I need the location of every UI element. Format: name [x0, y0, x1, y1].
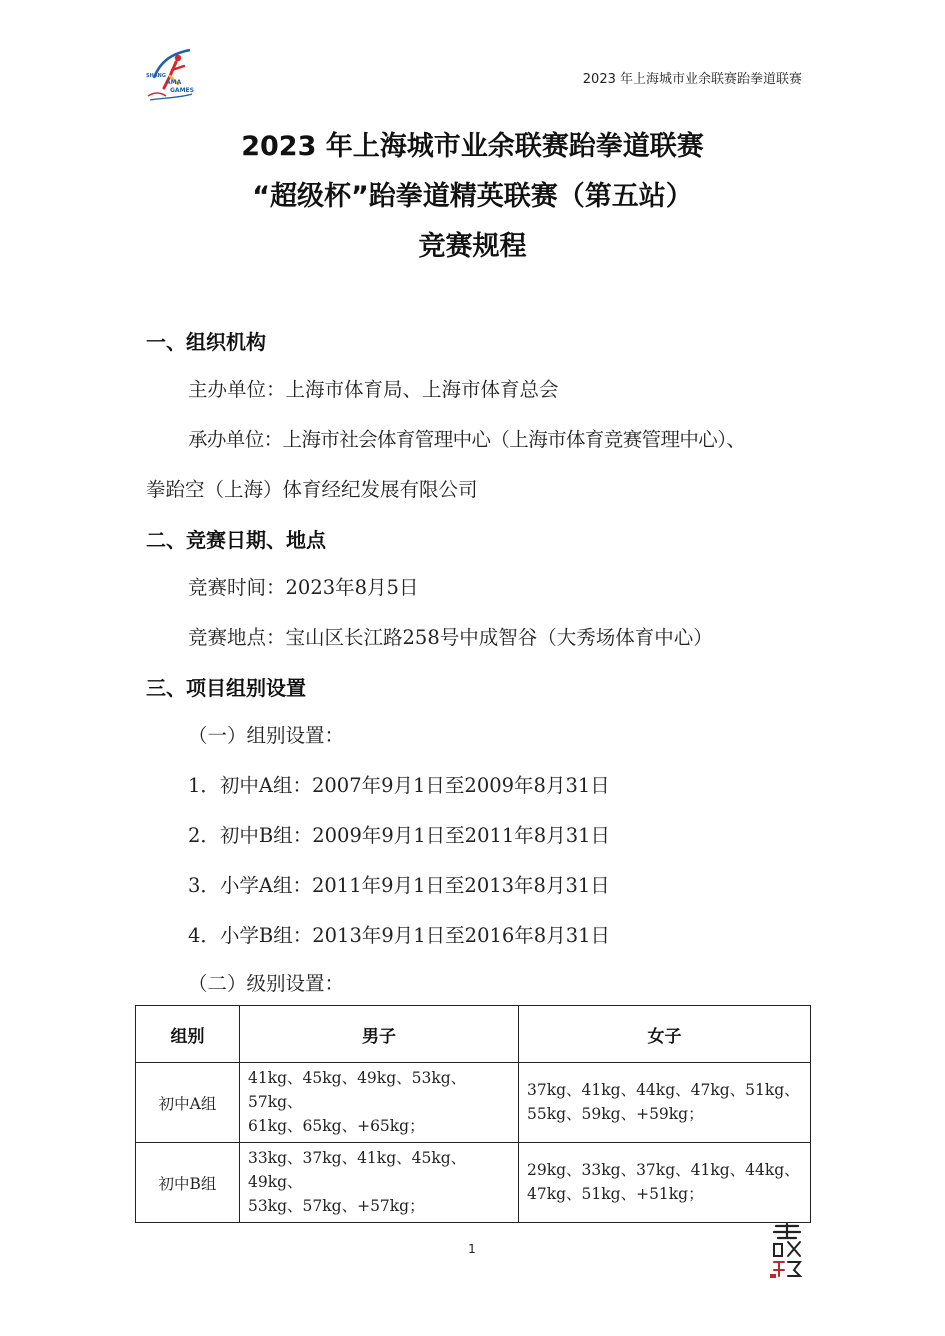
weights-line: 61kg、65kg、+65kg；	[248, 1117, 425, 1135]
female-weights-cell	[519, 1143, 811, 1223]
table-row	[136, 1063, 811, 1143]
weight-class-table	[135, 1005, 811, 1223]
table-row	[136, 1143, 811, 1223]
weights-line: 29kg、33kg、37kg、41kg、44kg、	[527, 1161, 800, 1179]
doc-title-line2: “超级杯”跆拳道精英联赛（第五站）	[252, 181, 693, 212]
weights-line: 41kg、45kg、49kg、53kg、57kg、	[248, 1069, 467, 1111]
group-cell: 初中A组	[136, 1063, 240, 1143]
section-heading-groups: 三、项目组别设置	[146, 676, 306, 700]
group-item: 3．小学A组：2011年9月1日至2013年8月31日	[188, 874, 610, 897]
organizer-line1: 承办单位：上海市社会体育管理中心（上海市体育竞赛管理中心）、	[188, 428, 746, 451]
running-header: 2023 年上海城市业余联赛跆拳道联赛	[582, 72, 802, 87]
weights-line: 53kg、57kg、+57kg；	[248, 1197, 425, 1215]
subheading-weight-classes: （二）级别设置：	[188, 972, 345, 995]
doc-title-line1: 2023 年上海城市业余联赛跆拳道联赛	[241, 131, 704, 162]
competition-time: 竞赛时间：2023年8月5日	[188, 576, 419, 599]
shanghai-amateur-league-logo-icon	[140, 48, 202, 104]
page-number: 1	[468, 1242, 476, 1256]
group-item: 2．初中B组：2009年9月1日至2011年8月31日	[188, 824, 611, 847]
section-heading-organization: 一、组织机构	[146, 330, 266, 354]
weights-line: 47kg、51kg、+51kg；	[527, 1185, 704, 1203]
table-header-row	[136, 1006, 811, 1063]
section-heading-date-venue: 二、竞赛日期、地点	[146, 528, 326, 552]
subheading-group-setting: （一）组别设置：	[188, 724, 345, 747]
doc-title-line3: 竞赛规程	[418, 231, 527, 262]
column-header-female: 女子	[519, 1006, 811, 1063]
male-weights-cell	[240, 1063, 519, 1143]
competition-venue: 竞赛地点：宝山区长江路258号中成智谷（大秀场体育中心）	[188, 626, 713, 649]
host-line: 主办单位：上海市体育局、上海市体育总会	[188, 378, 559, 401]
svg-text:SHANG: SHANG	[146, 73, 166, 79]
quantaikong-seal-icon	[768, 1222, 806, 1280]
female-weights-cell	[519, 1063, 811, 1143]
column-header-group: 组别	[136, 1006, 240, 1063]
group-cell: 初中B组	[136, 1143, 240, 1223]
svg-text:AMA: AMA	[166, 79, 182, 86]
group-item: 4．小学B组：2013年9月1日至2016年8月31日	[188, 924, 611, 947]
group-item: 1．初中A组：2007年9月1日至2009年8月31日	[188, 774, 610, 797]
svg-text:GAMES: GAMES	[170, 87, 194, 94]
organizer-line2: 拳跆空（上海）体育经纪发展有限公司	[146, 478, 478, 501]
male-weights-cell	[240, 1143, 519, 1223]
weights-line: 33kg、37kg、41kg、45kg、49kg、	[248, 1149, 467, 1191]
weights-line: 37kg、41kg、44kg、47kg、51kg、	[527, 1081, 800, 1099]
weights-line: 55kg、59kg、+59kg；	[527, 1105, 704, 1123]
column-header-male: 男子	[240, 1006, 519, 1063]
